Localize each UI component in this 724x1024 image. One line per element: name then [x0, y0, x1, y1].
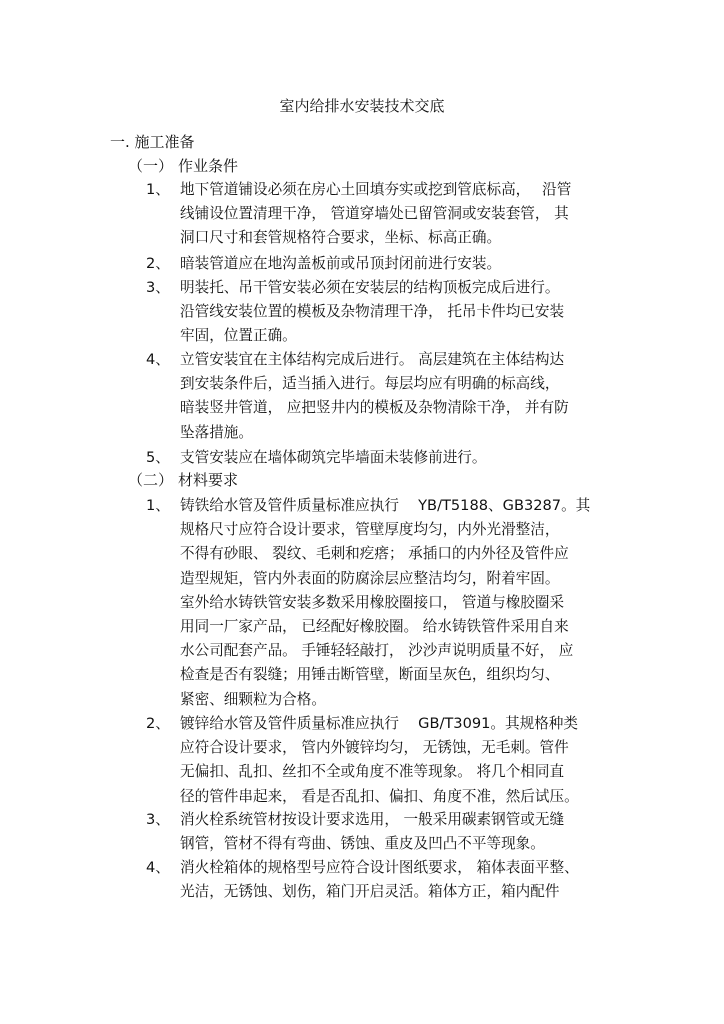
- item-line: 不得有砂眼、 裂纹、毛刺和疙瘩； 承插口的内外径及管件应: [180, 545, 569, 563]
- list-item: [146, 712, 626, 809]
- item-line: 造型规矩，管内外表面的防腐涂层应整洁均匀，附着牢固。: [180, 569, 560, 587]
- subsection-label: （一）: [128, 157, 174, 175]
- subsection-heading-work-conditions: [128, 156, 238, 176]
- item-line: 水公司配套产品。 手锤轻轻敲打， 沙沙声说明质量不好， 应: [180, 642, 574, 660]
- subsection-heading-material-requirements: [128, 470, 238, 490]
- list-item: [146, 348, 626, 445]
- list-item: [146, 856, 626, 904]
- item-line: 立管安装宜在主体结构完成后进行。 高层建筑在主体结构达: [180, 351, 565, 368]
- item-line: 检查是否有裂缝；用锤击断管壁，断面呈灰色，组织均匀、: [180, 666, 560, 684]
- list-item: [146, 276, 626, 349]
- item-number: 2、: [146, 255, 170, 272]
- item-line: 坠落措施。: [180, 423, 253, 441]
- item-line: 光洁，无锈蚀、划伤，箱门开启灵活。箱体方正，箱内配件: [180, 883, 560, 901]
- item-line: 线铺设位置清理干净， 管道穿墙处已留管洞或安装套管， 其: [180, 205, 569, 223]
- item-number: 1、: [146, 181, 170, 198]
- item-line: 紧密、细颗粒为合格。: [180, 690, 326, 708]
- item-line: 沿管线安装位置的模板及杂物清理干净， 托吊卡件均已安装: [180, 303, 565, 321]
- section-heading-construction-prep: 一. 施工准备: [110, 133, 195, 151]
- item-number: 3、: [146, 279, 170, 296]
- list-item: [146, 178, 626, 251]
- item-line: 支管安装应在墙体砌筑完毕墙面未装修前进行。: [180, 449, 487, 466]
- item-number: 3、: [146, 811, 170, 828]
- item-line: 到安装条件后，适当插入进行。每层均应有明确的标高线，: [180, 375, 560, 393]
- item-line: 钢管，管材不得有弯曲、锈蚀、重皮及凹凸不平等现象。: [180, 835, 545, 853]
- item-line: 消火栓箱体的规格型号应符合设计图纸要求， 箱体表面平整、: [180, 859, 579, 876]
- item-number: 5、: [146, 449, 170, 466]
- item-line: 规格尺寸应符合设计要求，管壁厚度均匀，内外光滑整洁，: [180, 521, 560, 539]
- item-line: 应符合设计要求， 管内外镀锌均匀， 无锈蚀，无毛刺。管件: [180, 739, 569, 757]
- subsection-title: 作业条件: [178, 157, 239, 175]
- subsection-title: 材料要求: [178, 471, 239, 489]
- item-number: 4、: [146, 351, 170, 368]
- item-line: 暗装竖井管道， 应把竖井内的模板及杂物清除干净， 并有防: [180, 399, 569, 417]
- item-line: 径的管件串起来， 看是否乱扣、偏扣、角度不准，然后试压。: [180, 787, 579, 805]
- document-title: 室内给排水安装技术交底: [279, 97, 445, 115]
- item-line: 铸铁给水管及管件质量标准应执行 YB/T5188、GB3287。其: [180, 497, 591, 514]
- item-line: 牢固，位置正确。: [180, 327, 297, 345]
- item-line: 用同一厂家产品， 已经配好橡胶圈。 给水铸铁管件采用自来: [180, 618, 569, 636]
- item-number: 2、: [146, 715, 170, 732]
- item-line: 暗装管道应在地沟盖板前或吊顶封闭前进行安装。: [180, 255, 502, 272]
- item-line: 地下管道铺设必须在房心土回填夯实或挖到管底标高， 沿管: [180, 181, 572, 198]
- list-item: [146, 808, 626, 856]
- subsection-label: （二）: [128, 471, 174, 489]
- item-line: 洞口尺寸和套管规格符合要求，坐标、标高正确。: [180, 229, 502, 247]
- item-number: 1、: [146, 497, 170, 514]
- item-line: 镀锌给水管及管件质量标准应执行 GB/T3091。其规格种类: [180, 715, 578, 732]
- item-number: 4、: [146, 859, 170, 876]
- item-line: 无偏扣、乱扣、丝扣不全或角度不准等现象。 将几个相同直: [180, 763, 565, 781]
- item-line: 室外给水铸铁管安装多数采用橡胶圈接口， 管道与橡胶圈采: [180, 593, 565, 611]
- list-item: [146, 494, 626, 712]
- list-item: [146, 446, 626, 470]
- item-line: 消火栓系统管材按设计要求选用， 一般采用碳素钢管或无缝: [180, 811, 565, 828]
- item-line: 明装托、吊干管安装必须在安装层的结构顶板完成后进行。: [180, 279, 560, 296]
- list-item: [146, 252, 626, 276]
